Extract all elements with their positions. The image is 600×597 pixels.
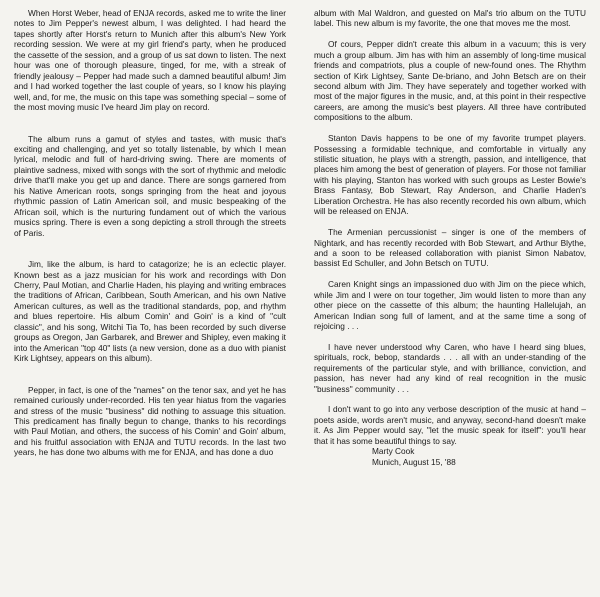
paragraph: I don't want to go into any verbose description of the music at hand – poets aside, words aren't music, and anyway, second-hand doesn't make it. As Jim Pepper would say, "let the music speak for itself": you'll hear that it has some beautiful things to say.: [314, 404, 586, 446]
signature-place-date: Munich, August 15, '88: [372, 456, 456, 467]
paragraph: When Horst Weber, head of ENJA records, asked me to write the liner notes to Jim Pepper's newest album, I was delighted. I had heard the tapes shortly after Horst's return to Munich after this album's New York recording session. We were at my girl friend's party, when he produced the cassette of the session, and a group of us sat down to listen. The next hour was one of thorough pleasure, tinged, for me, with a streak of friendly jealousy – Pepper had made such a damned beautiful album! Jim and I had worked together the last couple of years, so I know his playing well, and, for me, the music on this tape was something special – some of the most moving music I've heard Jim play on record.: [14, 8, 286, 113]
paragraph: I have never understood why Caren, who have I heard sing blues, spirituals, rock, bebop, standards . . . all with an under-standing of the requirements of the particular style, and with brilliance, conviction, and passion, has never had any kind of real recognition in the music "business" community . . .: [314, 341, 586, 394]
right-column: [314, 8, 586, 467]
paragraph: Pepper, in fact, is one of the "names" on the tenor sax, and yet he has remained curiously under-recorded. His ten year hiatus from the vagaries and stress of the music "business" did nothing to assuage this situation. This predicament has finally begun to change, thanks to his recordings with Paul Motian, and others, the success of his Comin' and Goin' album, and his fruitful association with ENJA and TUTU records. In the last two years, he has done two albums with me for ENJA, and has done a duo: [14, 384, 286, 458]
paragraph: album with Mal Waldron, and guested on Mal's trio album on the TUTU label. This new album is my favorite, the one that moves me the most.: [314, 8, 586, 29]
paragraph: Jim, like the album, is hard to catagorize; he is an eclectic player. Known best as a jazz musician for his work and recordings with Don Cherry, Paul Motian, and Charlie Haden, his playing and writing embraces the traditions of African, Caribbean, South American, and his own Native American cultures, as well as the traditional standards, pop, and rhythm and blues repertoire. His album Comin' and Goin' is a kind of "cult classic", and his song, Witchi Tia To, has been recorded by such diverse groups as Oregon, Jan Garbarek, and Brewer and Shipley, even making it into the American "top 40" lists (a new version, done as a duo with pianist Kirk Lightsey, appears on this album).: [14, 259, 286, 364]
signature: [372, 446, 586, 467]
paragraph: The Armenian percussionist – singer is one of the members of Nightark, and has recently recorded with Bob Stewart, and Arthur Blythe, and a soon to be released collaboration with pianist Simon Nabatov, bassist Ed Schuller, and John Betsch on TUTU.: [314, 227, 586, 269]
paragraph: The album runs a gamut of styles and tastes, with music that's exciting and challenging, and yet so totally listenable, by which I mean lyrical, melodic and full of hard-driving swing. There are moments of plaintive sadness, mixed with songs with the sort of rhythmic and melodic drive that'll make you get up and dance. There are songs garnered from his Native American roots, songs springing from the heat and joyous rhythmic passion of Latin American soil, and music bespeaking of the African soil, which is the nurturing fundament out of which the various musics spring. There is even a song depicting a stroll through the streets of Paris.: [14, 133, 286, 238]
paragraph: Of cours, Pepper didn't create this album in a vacuum; this is very much a group album. Jim has with him an assembly of long-time musical friends and compatriots, plus a couple of new-found ones. The Rhythm section of Kirk Lightsey, Sante De-briano, and John Betsch are on their second album with Jim. They have seperately and together worked with most of the major figures in the music, and, at this point in their respective careers, are among the music's best players. All three have contributed compositions to the album.: [314, 39, 586, 123]
paragraph: Stanton Davis happens to be one of my favorite trumpet players. Possessing a formidable technique, and comfortable in virtually any stilistic situation, he plays with a strength, passion, and intelligence, that places him among the best of generation of players. For those not familiar with his playing, Stanton has worked with such groups as Lester Bowie's Brass Fantasy, Bob Stewart, Ray Anderson, and Charlie Haden's Liberation Orchestra. He has also recently recorded his own album, which will be released on ENJA.: [314, 133, 586, 217]
paragraph: Caren Knight sings an impassioned duo with Jim on the piece which, while Jim and I were on tour together, Jim would listen to more than any other piece on the cassette of this album; the haunting Hallelujah, an American Indian song full of lament, and at the same time a song of rejoicing . . .: [314, 279, 586, 331]
left-column: [14, 8, 286, 458]
signature-name: Marty Cook: [372, 446, 415, 457]
